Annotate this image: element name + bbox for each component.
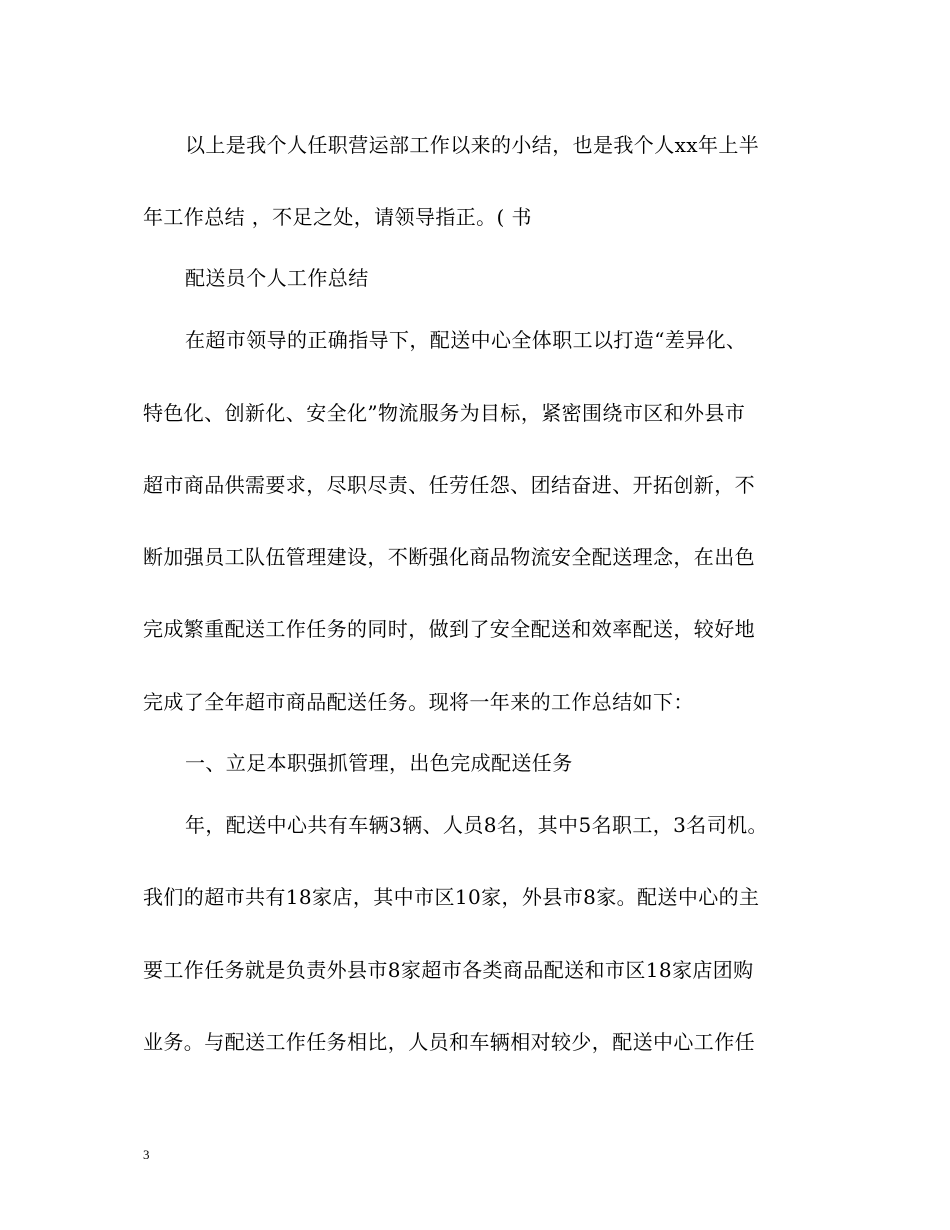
subsection-heading: 一、立足本职强抓管理，出色完成配送任务 [185, 751, 573, 775]
paragraph-line: 我们的超市共有18家店，其中市区10家，外县市8家。配送中心的主 [143, 885, 760, 909]
paragraph-line: 断加强员工队伍管理建设，不断强化商品物流安全配送理念，在出色 [143, 545, 755, 569]
paragraph-line: 以上是我个人任职营运部工作以来的小结，也是我个人xx年上半 [185, 133, 760, 157]
paragraph-line: 特色化、创新化、安全化”物流服务为目标，紧密围绕市区和外县市 [143, 401, 746, 425]
paragraph-line: 完成繁重配送工作任务的同时，做到了安全配送和效率配送，较好地 [143, 617, 755, 641]
page-number: 3 [143, 1147, 150, 1162]
paragraph-line: 超市商品供需要求，尽职尽责、任劳任怨、团结奋进、开拓创新，不 [143, 473, 755, 497]
paragraph-line: 业务。与配送工作任务相比，人员和车辆相对较少，配送中心工作任 [143, 1030, 755, 1054]
paragraph-line: 年，配送中心共有车辆3辆、人员8名，其中5名职工，3名司机。 [185, 813, 768, 837]
section-heading: 配送员个人工作总结 [185, 266, 369, 290]
paragraph-line: 要工作任务就是负责外县市8家超市各类商品配送和市区18家店团购 [143, 958, 754, 982]
paragraph-line: 年工作总结 ，不足之处，请领导指正。( 书 [143, 205, 532, 229]
paragraph-line: 完成了全年超市商品配送任务。现将一年来的工作总结如下： [143, 690, 694, 714]
paragraph-line: 在超市领导的正确指导下，配送中心全体职工以打造“差异化、 [185, 328, 747, 352]
